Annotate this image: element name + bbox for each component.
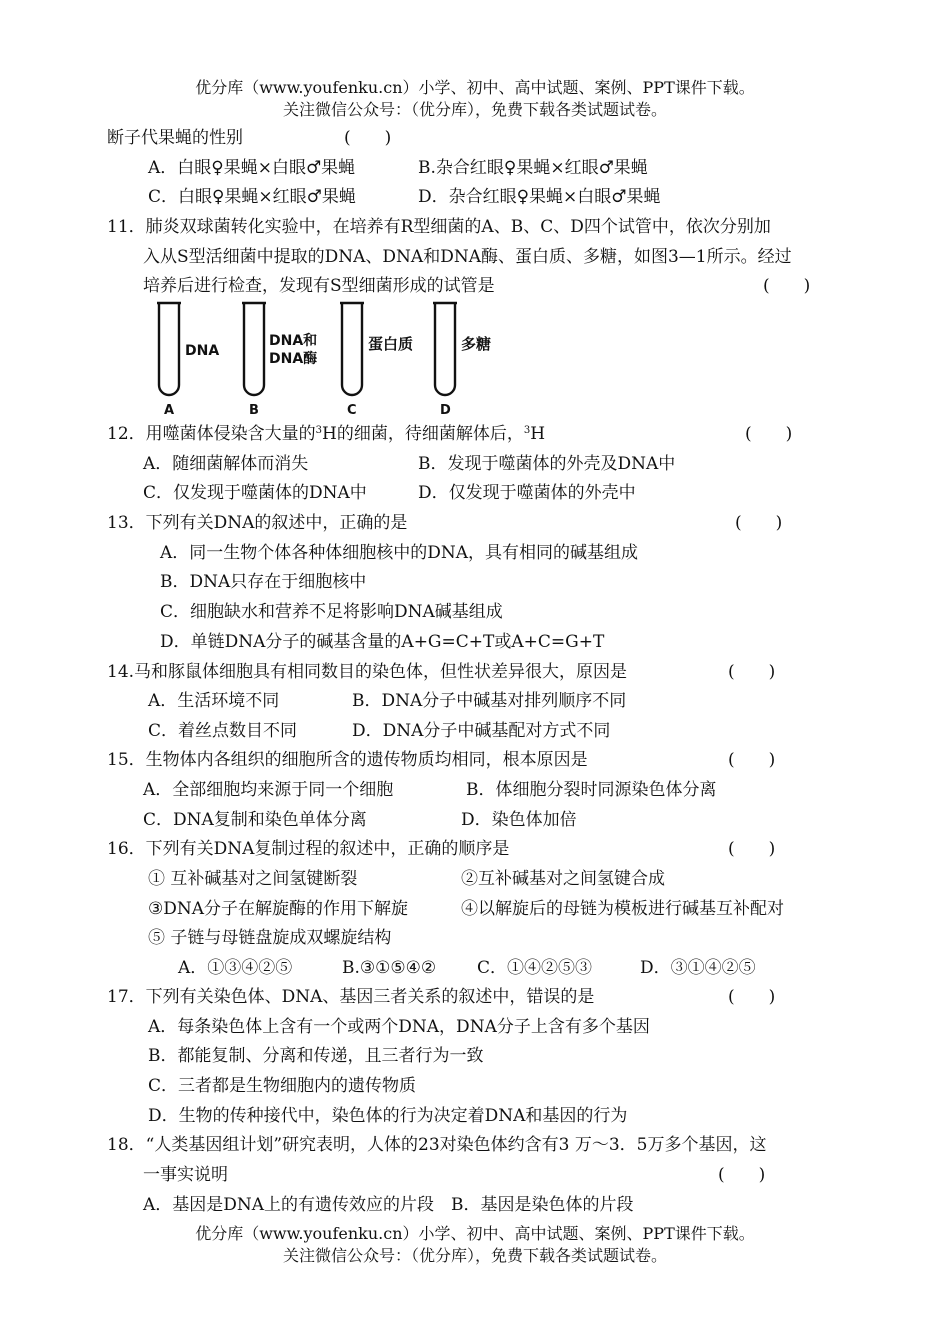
- q10-option-a: A．白眼♀果蝇×白眼♂果蝇: [148, 158, 356, 178]
- q16-step-3: ③DNA分子在解旋酶的作用下解旋: [148, 899, 409, 919]
- q15-option-a: A．全部细胞均来源于同一个细胞: [143, 780, 394, 800]
- tube-b-content: [269, 332, 322, 367]
- q12-stem: [107, 422, 545, 446]
- q15-answer-paren: ( ): [728, 750, 776, 770]
- q16-step-1: ① 互补碱基对之间氢键断裂: [148, 869, 358, 889]
- q14-option-d: D．DNA分子中碱基配对方式不同: [352, 721, 611, 741]
- q12-stem-pre: 12．用噬菌体侵染含大量的: [107, 424, 316, 444]
- q16-step-2: ②互补碱基对之间氢键合成: [461, 869, 665, 889]
- q17-option-d: D．生物的传种接代中，染色体的行为决定着DNA和基因的行为: [148, 1106, 628, 1126]
- q14-stem: 14.马和豚鼠体细胞具有相同数目的染色体，但性状差异很大，原因是: [107, 662, 628, 682]
- tube-b-content-line-1: DNA和: [269, 333, 318, 349]
- q18-stem-line-2: 一事实说明: [143, 1165, 228, 1185]
- q12-option-d: D．仅发现于噬菌体的外壳中: [418, 483, 636, 503]
- header-line-1: 优分库（www.youfenku.cn）小学、初中、高中试题、案例、PPT课件下载。: [195, 78, 755, 97]
- q13-option-b: B．DNA只存在于细胞核中: [160, 572, 367, 592]
- q16-option-a: A．①③④②⑤: [178, 958, 293, 978]
- tube-c-content: 蛋白质: [368, 335, 414, 353]
- q12-stem-post: H: [530, 424, 546, 444]
- q13-answer-paren: ( ): [735, 513, 783, 533]
- tube-c-letter: C: [347, 403, 357, 418]
- q11-stem-line-1: 11．肺炎双球菌转化实验中，在培养有R型细菌的A、B、C、D四个试管中，依次分别加: [107, 217, 771, 237]
- q10-option-c: C．白眼♀果蝇×红眼♂果蝇: [148, 187, 356, 207]
- q10-answer-paren: ( ): [344, 128, 392, 148]
- q17-option-a: A．每条染色体上含有一个或两个DNA，DNA分子上含有多个基因: [148, 1017, 650, 1037]
- q16-option-b: B.③①⑤④②: [342, 958, 437, 978]
- q17-stem: 17．下列有关染色体、DNA、基因三者关系的叙述中，错误的是: [107, 987, 595, 1007]
- tube-a-letter: A: [164, 403, 175, 418]
- tube-b-letter: B: [249, 403, 259, 418]
- q18-stem-line-1: 18．“人类基因组计划”研究表明，人体的23对染色体约含有3 万～3．5万多个基因，这: [107, 1135, 767, 1155]
- tube-d: [433, 303, 457, 395]
- q13-option-a: A．同一生物个体各种体细胞核中的DNA，具有相同的碱基组成: [160, 543, 639, 563]
- footer-line-2: 关注微信公众号：（优分库），免费下载各类试题试卷。: [282, 1246, 667, 1265]
- q12-option-b: B．发现于噬菌体的外壳及DNA中: [418, 454, 676, 474]
- q18-options-ab: A．基因是DNA上的有遗传效应的片段 B．基因是染色体的片段: [143, 1195, 634, 1215]
- header-line-2: 关注微信公众号：（优分库），免费下载各类试题试卷。: [282, 100, 667, 119]
- q13-option-d: D．单链DNA分子的碱基含量的A+G=C+T或A+C=G+T: [160, 632, 605, 652]
- tube-b: [242, 303, 266, 395]
- q17-option-c: C．三者都是生物细胞内的遗传物质: [148, 1076, 417, 1096]
- q11-stem-line-2: 入从S型活细菌中提取的DNA、DNA和DNA酶、蛋白质、多糖，如图3—1所示。经过: [143, 247, 792, 267]
- q15-option-b: B．体细胞分裂时同源染色体分离: [466, 780, 717, 800]
- q15-option-d: D．染色体加倍: [461, 810, 577, 830]
- tube-d-content: 多糖: [461, 335, 492, 353]
- q10-option-b: B.杂合红眼♀果蝇×红眼♂果蝇: [418, 158, 648, 178]
- q10-option-d: D．杂合红眼♀果蝇×白眼♂果蝇: [418, 187, 661, 207]
- q16-answer-paren: ( ): [728, 839, 776, 859]
- q12-option-c: C．仅发现于噬菌体的DNA中: [143, 483, 367, 503]
- q14-answer-paren: ( ): [728, 662, 776, 682]
- tube-c: [340, 303, 364, 395]
- q18-answer-paren: ( ): [718, 1165, 766, 1185]
- tube-a: [157, 303, 181, 395]
- q12-answer-paren: ( ): [745, 424, 793, 444]
- q15-option-c: C．DNA复制和染色单体分离: [143, 810, 367, 830]
- test-tubes-figure: [145, 297, 565, 422]
- q14-option-c: C．着丝点数目不同: [148, 721, 298, 741]
- q12-superscript-2: 3: [523, 425, 531, 436]
- tube-a-content: DNA: [185, 343, 220, 359]
- q16-option-c: C．①④②⑤③: [477, 958, 593, 978]
- q14-option-b: B．DNA分子中碱基对排列顺序不同: [352, 691, 627, 711]
- q14-option-a: A．生活环境不同: [148, 691, 280, 711]
- q17-answer-paren: ( ): [728, 987, 776, 1007]
- q13-stem: 13．下列有关DNA的叙述中，正确的是: [107, 513, 408, 533]
- q12-option-a: A．随细菌解体而消失: [143, 454, 309, 474]
- footer-line-1: 优分库（www.youfenku.cn）小学、初中、高中试题、案例、PPT课件下载。: [195, 1224, 755, 1243]
- q17-option-b: B．都能复制、分离和传递，且三者行为一致: [148, 1046, 484, 1066]
- q10-stem: 断子代果蝇的性别: [107, 128, 243, 148]
- q16-option-d: D．③①④②⑤: [640, 958, 756, 978]
- q16-stem: 16．下列有关DNA复制过程的叙述中，正确的顺序是: [107, 839, 510, 859]
- tube-b-content-line-2: DNA酶: [269, 351, 318, 367]
- q11-answer-paren: ( ): [763, 276, 811, 296]
- q11-stem-line-3: 培养后进行检查，发现有S型细菌形成的试管是: [143, 276, 495, 296]
- q12-superscript-1: 3: [315, 425, 323, 436]
- q12-stem-mid: H的细菌，待细菌解体后，: [322, 424, 524, 444]
- q13-option-c: C．细胞缺水和营养不足将影响DNA碱基组成: [160, 602, 503, 622]
- q15-stem: 15．生物体内各组织的细胞所含的遗传物质均相同，根本原因是: [107, 750, 588, 770]
- q16-step-5: ⑤ 子链与母链盘旋成双螺旋结构: [148, 928, 392, 948]
- q16-step-4: ④以解旋后的母链为模板进行碱基互补配对: [461, 899, 784, 919]
- tube-d-letter: D: [440, 403, 451, 418]
